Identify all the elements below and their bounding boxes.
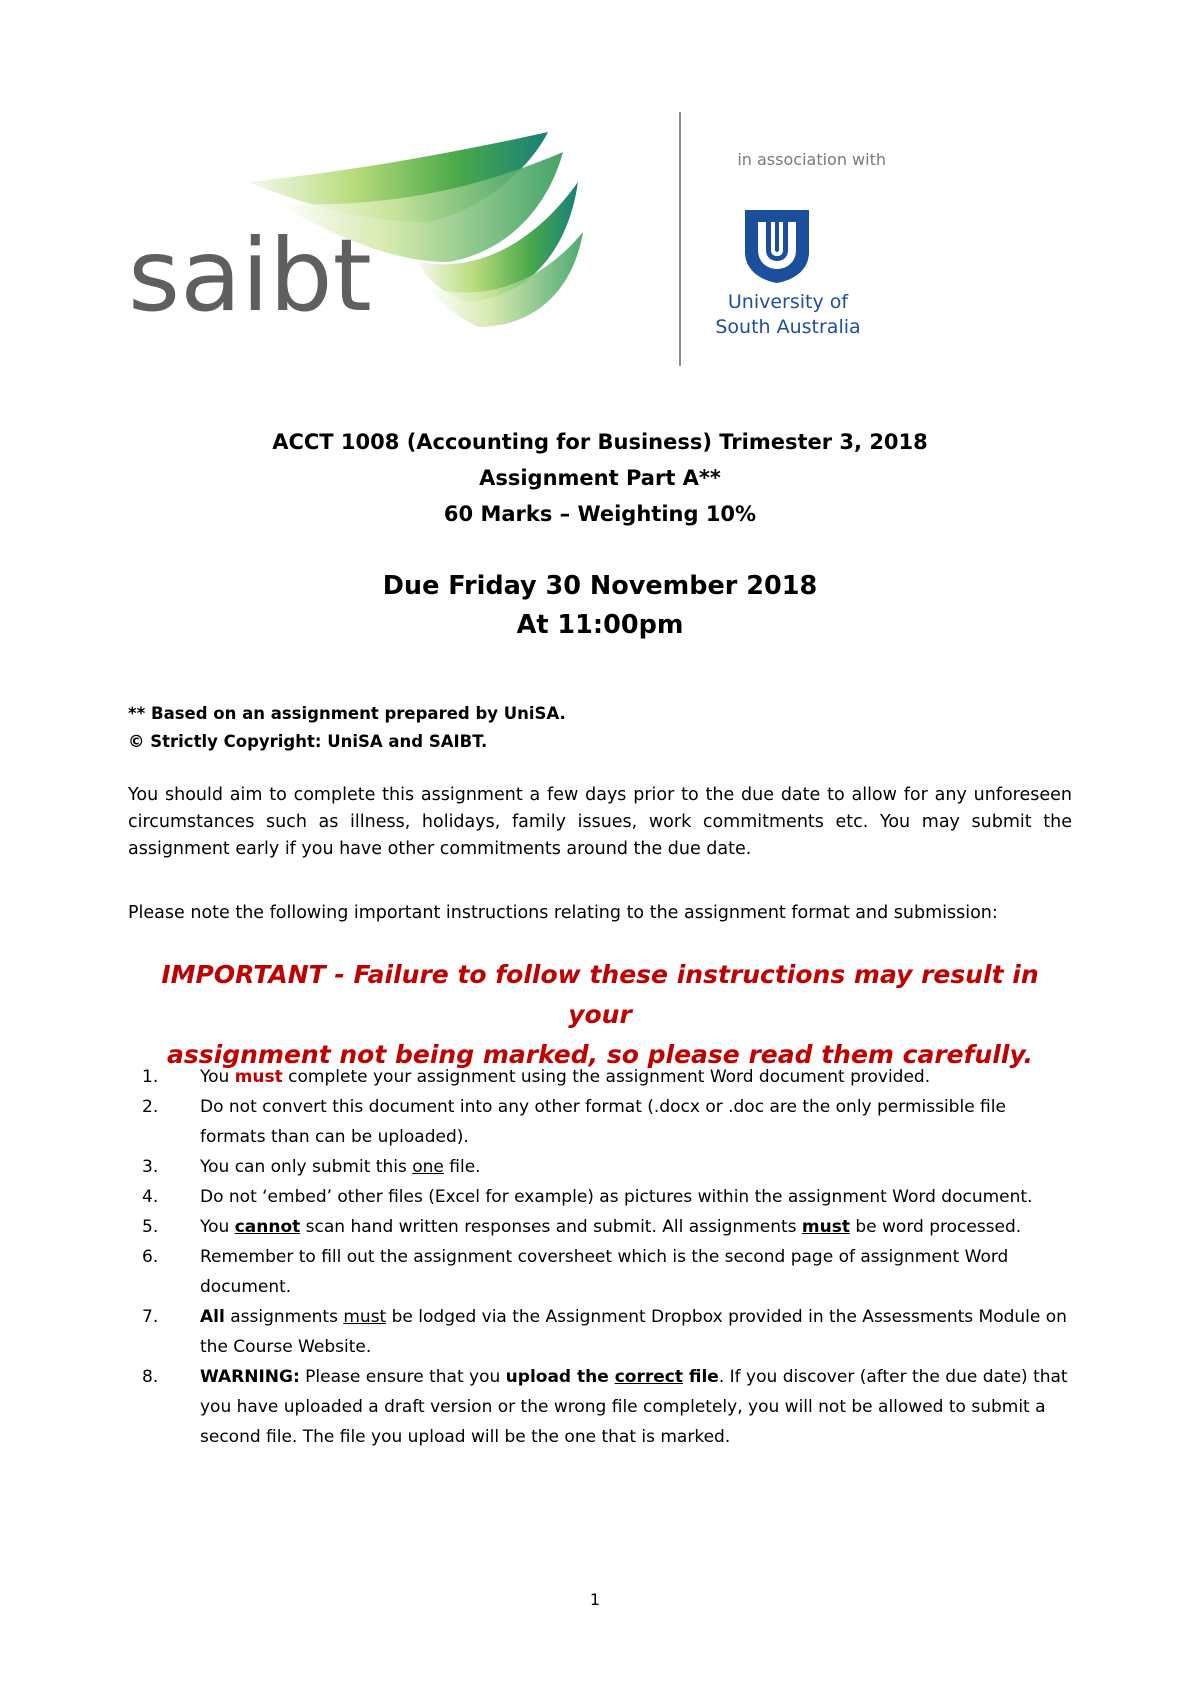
copyright-note: © Strictly Copyright: UniSA and SAIBT.	[128, 732, 488, 751]
university-name-line1: University of	[727, 291, 849, 313]
list-item: 7. All assignments must be lodged via the Assignment Dropbox provided in the Assessments Module on the Course Website.	[142, 1307, 1067, 1357]
list-item: 8. WARNING: Please ensure that you upload the correct file. If you discover (after the due date) that you have uploaded a draft version or the wrong file completely, you will not be allowed to submit a second file. The file you upload will be the one that is marked.	[142, 1367, 1068, 1447]
list-item: 4. Do not ‘embed’ other files (Excel for example) as pictures within the assignment Word document.	[142, 1187, 1033, 1207]
instructions-list	[128, 1062, 1072, 1452]
important-line1: IMPORTANT - Failure to follow these instructions may result in your	[161, 960, 1039, 1029]
list-item: 1. You must complete your assignment using the assignment Word document provided.	[142, 1067, 931, 1087]
instructions-intro: Please note the following important instructions relating to the assignment format and submission:	[128, 903, 998, 923]
page-number: 1	[589, 1590, 601, 1609]
list-item: 3. You can only submit this one file.	[142, 1157, 481, 1177]
unisa-shield-icon	[742, 208, 812, 284]
university-name-line2: South Australia	[715, 316, 861, 338]
university-name	[690, 290, 886, 340]
course-title: ACCT 1008 (Accounting for Business) Trimester 3, 2018	[272, 430, 928, 454]
list-item: 5. You cannot scan hand written responses and submit. All assignments must be word processed.	[142, 1217, 1022, 1237]
list-item: 2. Do not convert this document into any other format (.docx or .doc are the only permissible file formats than can be uploaded).	[142, 1097, 1006, 1147]
due-date-line: Due Friday 30 November 2018	[382, 571, 818, 601]
header-logos	[128, 112, 888, 368]
logo-divider	[679, 112, 681, 366]
list-item: 6. Remember to fill out the assignment coversheet which is the second page of assignment Word document.	[142, 1247, 1009, 1297]
due-date	[128, 567, 1072, 645]
copyright-notes	[128, 700, 1072, 756]
unisa-logo	[690, 112, 890, 368]
based-on-note: ** Based on an assignment prepared by UniSA.	[128, 704, 566, 723]
marks-weighting: 60 Marks – Weighting 10%	[443, 502, 757, 526]
important-warning	[128, 955, 1072, 1075]
association-text: in association with	[737, 150, 886, 169]
due-time-line: At 11:00pm	[516, 610, 684, 640]
saibt-wordmark: saibt	[128, 217, 372, 334]
document-title	[128, 424, 1072, 532]
important-line2: assignment not being marked, so please read them carefully.	[167, 1040, 1033, 1069]
saibt-logo	[128, 112, 668, 368]
intro-paragraph: You should aim to complete this assignment a few days prior to the due date to allow for any unforeseen circumstances such as illness, holidays, family issues, work commitments etc. You may submit the assignment early if you have other commitments around the due date.	[128, 785, 1072, 859]
assignment-part: Assignment Part A**	[479, 466, 721, 490]
